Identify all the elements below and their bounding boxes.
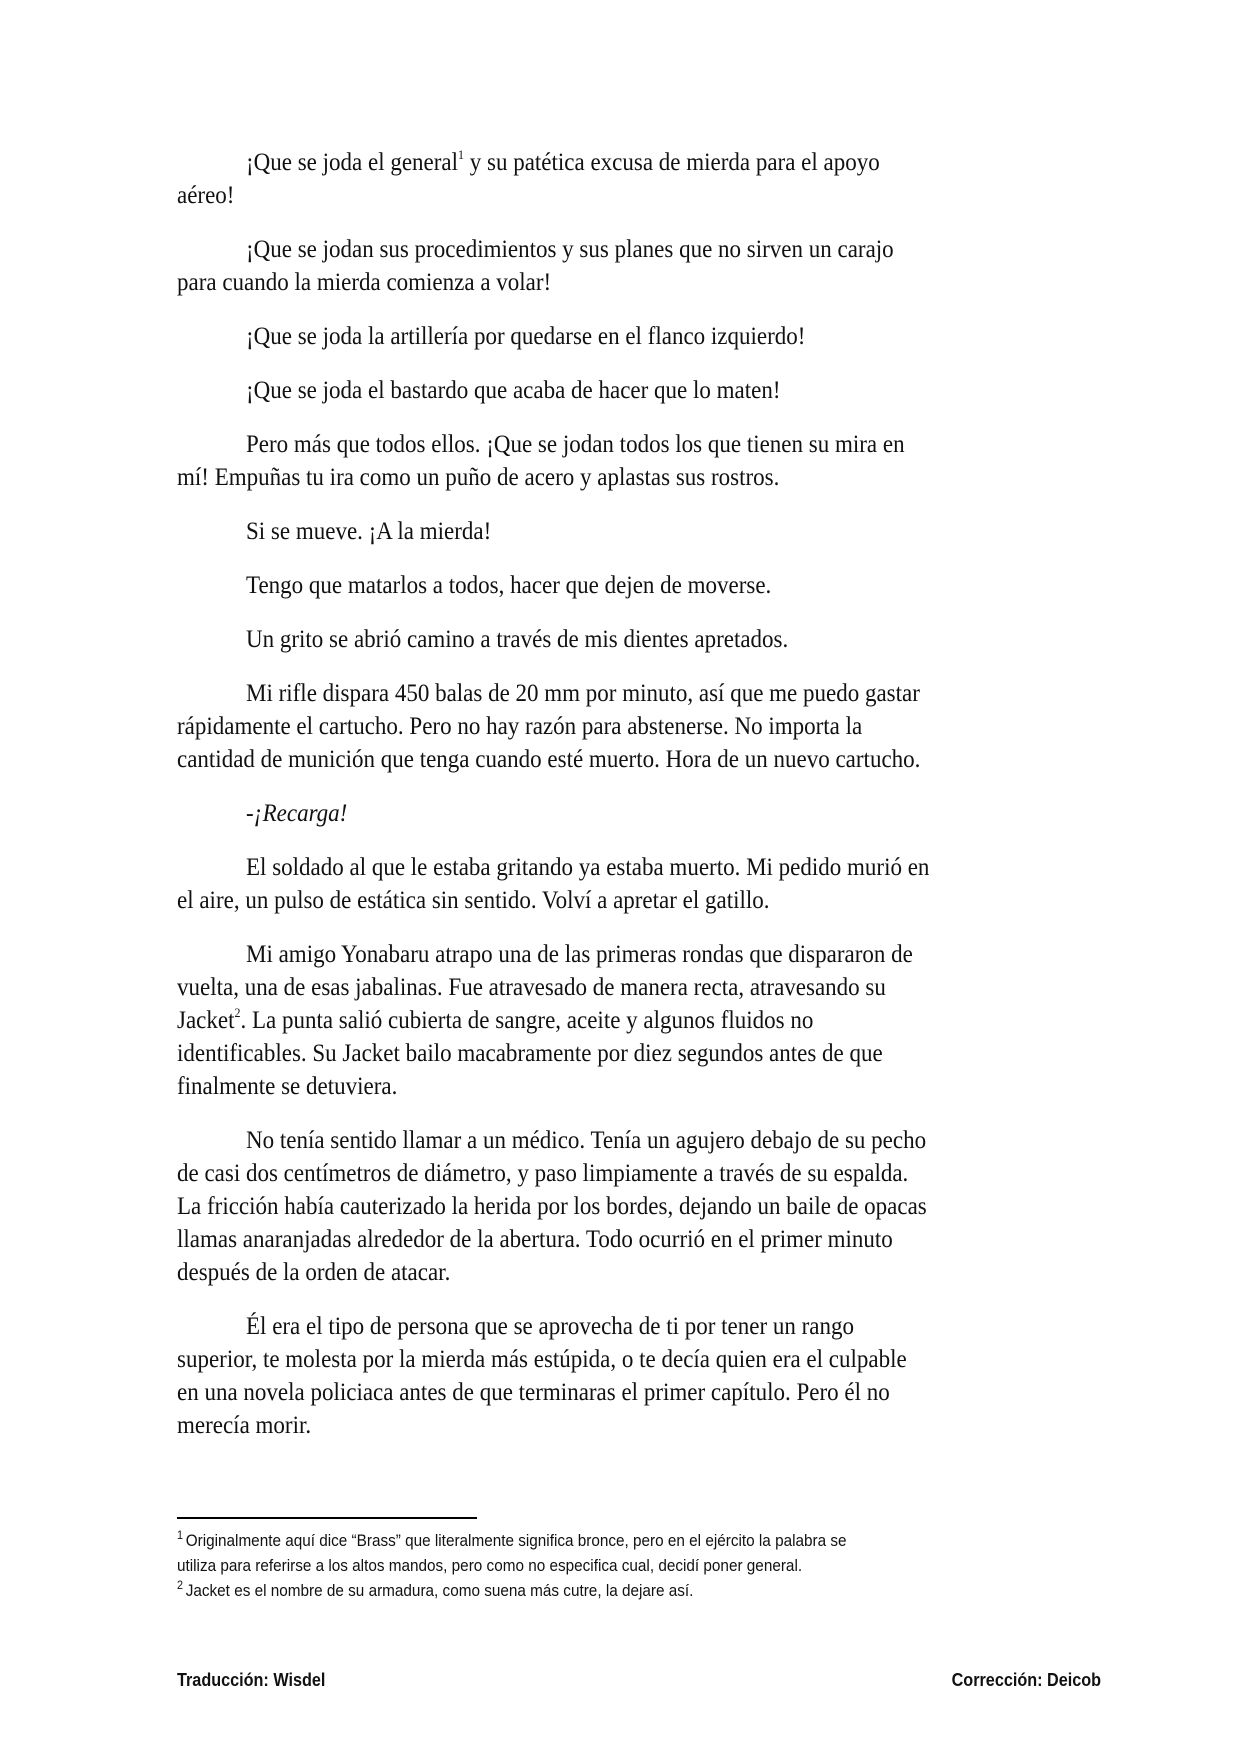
text-line: ¡Que se jodan sus procedimientos y sus planes que no sirven un carajo bbox=[246, 236, 894, 263]
footnote-text: Jacket es el nombre de su armadura, como suena más cutre, la dejare así. bbox=[185, 1581, 694, 1600]
text-line: Si se mueve. ¡A la mierda! bbox=[246, 518, 492, 545]
paragraph bbox=[177, 851, 1077, 917]
text-run: ¡Que se joda el general bbox=[246, 149, 459, 176]
text-line: después de la orden de atacar. bbox=[177, 1259, 451, 1286]
text-run: y su patética excusa de mierda para el apoyo bbox=[463, 149, 880, 176]
text-line: para cuando la mierda comienza a volar! bbox=[177, 269, 552, 296]
paragraph bbox=[177, 320, 1077, 353]
paragraph bbox=[177, 1124, 1077, 1289]
footnote-separator bbox=[177, 1517, 477, 1519]
dialogue-line: -¡Recarga! bbox=[246, 800, 348, 827]
footnote-1-cont: utiliza para referirse a los altos mandos, pero como no especifica cual, decidí poner general. bbox=[177, 1556, 803, 1575]
text-line: No tenía sentido llamar a un médico. Tenía un agujero debajo de su pecho bbox=[246, 1127, 927, 1154]
footnote-number: 1 bbox=[177, 1528, 184, 1542]
text-line: El soldado al que le estaba gritando ya estaba muerto. Mi pedido murió en bbox=[246, 854, 930, 881]
text-line: rápidamente el cartucho. Pero no hay razón para abstenerse. No importa la bbox=[177, 713, 863, 740]
footnote-text: Originalmente aquí dice “Brass” que literalmente significa bronce, pero en el ejército la palabra se bbox=[185, 1531, 847, 1550]
paragraph bbox=[177, 938, 1077, 1103]
paragraph bbox=[177, 428, 1077, 494]
text-line: La fricción había cauterizado la herida por los bordes, dejando un baile de opacas bbox=[177, 1193, 927, 1220]
correction-credit: Corrección: Deicob bbox=[951, 1670, 1101, 1690]
footnote-1 bbox=[177, 1528, 987, 1553]
paragraph-dialogue bbox=[177, 797, 1077, 830]
text-line: Él era el tipo de persona que se aprovecha de ti por tener un rango bbox=[246, 1313, 854, 1340]
text-line: Mi amigo Yonabaru atrapo una de las primeras rondas que dispararon de bbox=[246, 941, 913, 968]
text-line: el aire, un pulso de estática sin sentido. Volví a apretar el gatillo. bbox=[177, 887, 770, 914]
text-line: llamas anaranjadas alrededor de la abertura. Todo ocurrió en el primer minuto bbox=[177, 1226, 893, 1253]
footnote-number: 2 bbox=[177, 1578, 184, 1592]
footnote-ref[interactable]: 2 bbox=[234, 1005, 241, 1020]
text-line: en una novela policiaca antes de que terminaras el primer capítulo. Pero él no bbox=[177, 1379, 890, 1406]
text-run: Jacket bbox=[177, 1007, 235, 1034]
text-line: identificables. Su Jacket bailo macabramente por diez segundos antes de que bbox=[177, 1040, 883, 1067]
text-line: finalmente se detuviera. bbox=[177, 1073, 398, 1100]
text-line: de casi dos centímetros de diámetro, y paso limpiamente a través de su espalda. bbox=[177, 1160, 909, 1187]
text-line: Un grito se abrió camino a través de mis dientes apretados. bbox=[246, 626, 789, 653]
footnote-ref[interactable]: 1 bbox=[458, 147, 464, 162]
text-line: ¡Que se joda el bastardo que acaba de hacer que lo maten! bbox=[246, 377, 781, 404]
text-line: vuelta, una de esas jabalinas. Fue atravesado de manera recta, atravesando su bbox=[177, 974, 886, 1001]
text-line bbox=[177, 146, 1005, 179]
body-text bbox=[177, 146, 1077, 1463]
text-line: Mi rifle dispara 450 balas de 20 mm por minuto, así que me puedo gastar bbox=[246, 680, 920, 707]
text-line: mí! Empuñas tu ira como un puño de acero y aplastas sus rostros. bbox=[177, 464, 780, 491]
text-line: Pero más que todos ellos. ¡Que se jodan todos los que tienen su mira en bbox=[246, 431, 905, 458]
page-footer bbox=[177, 1670, 1101, 1700]
paragraph bbox=[177, 1310, 1077, 1442]
text-line: merecía morir. bbox=[177, 1412, 312, 1439]
translation-credit: Traducción: Wisdel bbox=[177, 1670, 326, 1690]
footnote-2 bbox=[177, 1578, 987, 1603]
text-run: . La punta salió cubierta de sangre, aceite y algunos fluidos no bbox=[240, 1007, 814, 1034]
paragraph bbox=[177, 146, 1077, 212]
paragraph bbox=[177, 623, 1077, 656]
paragraph bbox=[177, 569, 1077, 602]
paragraph bbox=[177, 374, 1077, 407]
paragraph bbox=[177, 233, 1077, 299]
paragraph bbox=[177, 515, 1077, 548]
text-line: ¡Que se joda la artillería por quedarse en el flanco izquierdo! bbox=[246, 323, 806, 350]
text-line: cantidad de munición que tenga cuando esté muerto. Hora de un nuevo cartucho. bbox=[177, 746, 921, 773]
text-line: Tengo que matarlos a todos, hacer que dejen de moverse. bbox=[246, 572, 772, 599]
text-line: superior, te molesta por la mierda más estúpida, o te decía quien era el culpable bbox=[177, 1346, 907, 1373]
footnotes bbox=[177, 1528, 1077, 1603]
text-line: aéreo! bbox=[177, 182, 235, 209]
paragraph bbox=[177, 677, 1077, 776]
text-line bbox=[177, 1004, 1005, 1037]
